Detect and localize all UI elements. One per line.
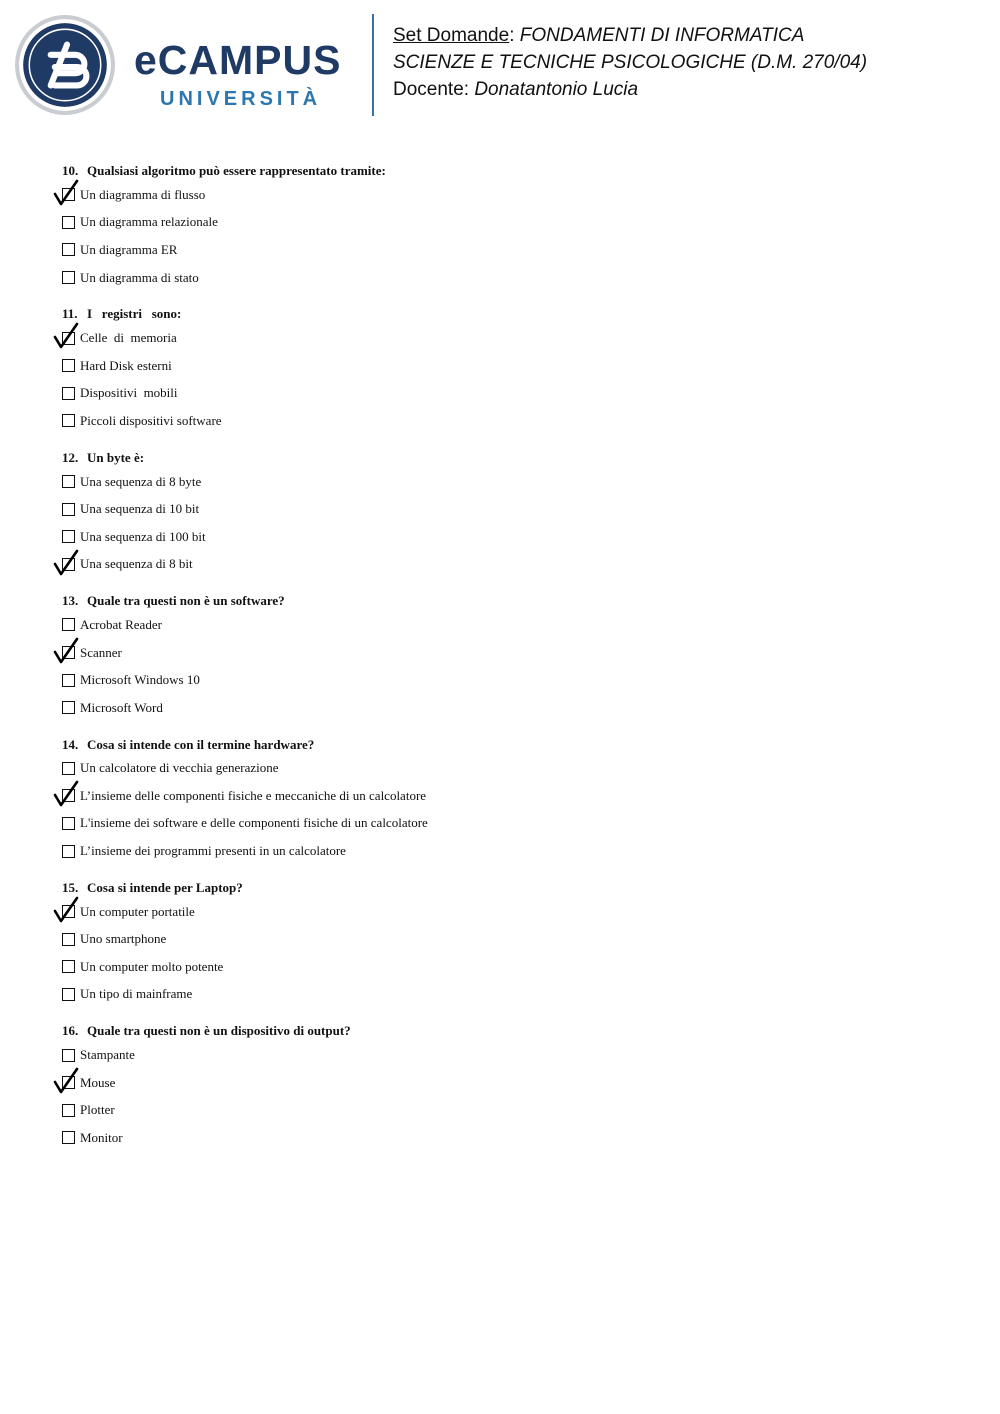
checkbox[interactable] — [62, 1076, 75, 1089]
question-text: Cosa si intende con il termine hardware? — [87, 736, 315, 752]
checkbox[interactable] — [62, 845, 75, 858]
question-number: 15. — [62, 879, 79, 895]
question-13 — [62, 590, 762, 721]
option-label: Un diagramma di flusso — [80, 186, 206, 202]
checkbox[interactable] — [62, 1131, 75, 1144]
question-text: Quale tra questi non è un software? — [87, 593, 285, 609]
option-label: Un tipo di mainframe — [80, 986, 193, 1002]
option-label: L'insieme dei software e delle componenti fisiche di un calcolatore — [80, 815, 428, 831]
answer-option[interactable] — [62, 324, 762, 352]
question-number: 14. — [62, 736, 79, 752]
teacher-label: Docente: — [393, 79, 475, 100]
answer-option[interactable] — [62, 1124, 762, 1152]
question-title — [62, 447, 762, 468]
option-label: L’insieme dei programmi presenti in un calcolatore — [80, 843, 346, 859]
answer-option[interactable] — [62, 782, 762, 810]
answer-option[interactable] — [62, 925, 762, 953]
checkbox[interactable] — [62, 762, 75, 775]
answer-option[interactable] — [62, 495, 762, 523]
checkbox[interactable] — [62, 701, 75, 714]
question-text: Un byte è: — [87, 449, 145, 465]
answer-option[interactable] — [62, 236, 762, 264]
checkbox[interactable] — [62, 1104, 75, 1117]
answer-option[interactable] — [62, 380, 762, 408]
question-text: I registri sono: — [87, 306, 182, 322]
option-label: Una sequenza di 8 byte — [80, 473, 202, 489]
checkbox[interactable] — [62, 503, 75, 516]
checkbox[interactable] — [62, 988, 75, 1001]
program-line — [393, 49, 867, 76]
answer-option[interactable] — [62, 264, 762, 292]
question-number: 11. — [62, 306, 78, 322]
option-label: Un diagramma relazionale — [80, 214, 218, 230]
question-15 — [62, 877, 762, 1008]
checkbox[interactable] — [62, 530, 75, 543]
checkbox[interactable] — [62, 674, 75, 687]
answer-option[interactable] — [62, 837, 762, 865]
course-name: FONDAMENTI DI INFORMATICA — [519, 25, 805, 46]
answer-option[interactable] — [62, 666, 762, 694]
option-label: Un computer portatile — [80, 903, 195, 919]
answer-option[interactable] — [62, 953, 762, 981]
answer-option[interactable] — [62, 898, 762, 926]
question-number: 12. — [62, 449, 79, 465]
checkbox[interactable] — [62, 271, 75, 284]
option-label: Una sequenza di 10 bit — [80, 501, 200, 517]
brand-subtitle: UNIVERSITÀ — [160, 88, 322, 110]
brand-name: eCAMPUS — [134, 37, 342, 83]
question-title — [62, 160, 762, 181]
answer-option[interactable] — [62, 1041, 762, 1069]
option-label: Microsoft Windows 10 — [80, 672, 200, 688]
option-label: Microsoft Word — [80, 699, 163, 715]
checkbox[interactable] — [62, 475, 75, 488]
checkbox[interactable] — [62, 960, 75, 973]
option-label: Dispositivi mobili — [80, 385, 178, 401]
header-info — [393, 22, 867, 103]
option-label: Hard Disk esterni — [80, 357, 172, 373]
question-number: 10. — [62, 163, 79, 178]
option-label: Un calcolatore di vecchia generazione — [80, 760, 279, 776]
option-label: Una sequenza di 100 bit — [80, 528, 206, 544]
question-title — [62, 734, 762, 755]
checkbox[interactable] — [62, 188, 75, 201]
option-label: Un diagramma di stato — [80, 269, 199, 285]
set-line — [393, 22, 867, 49]
set-label: Set Domande — [393, 25, 510, 46]
option-label: Celle di memoria — [80, 330, 177, 346]
answer-option[interactable] — [62, 694, 762, 722]
answer-option[interactable] — [62, 352, 762, 380]
answer-option[interactable] — [62, 181, 762, 209]
checkbox[interactable] — [62, 387, 75, 400]
option-label: Mouse — [80, 1074, 116, 1090]
question-title — [62, 590, 762, 611]
option-label: Un diagramma ER — [80, 241, 178, 257]
checkbox[interactable] — [62, 618, 75, 631]
option-label: Piccoli dispositivi software — [80, 412, 222, 428]
question-text: Cosa si intende per Laptop? — [87, 879, 243, 895]
checkbox[interactable] — [62, 558, 75, 571]
option-label: Monitor — [80, 1129, 123, 1145]
answer-option[interactable] — [62, 755, 762, 783]
answer-option[interactable] — [62, 611, 762, 639]
answer-option[interactable] — [62, 810, 762, 838]
program-name: SCIENZE E TECNICHE PSICOLOGICHE (D.M. 270/04) — [393, 52, 868, 73]
question-title — [62, 877, 762, 898]
checkbox[interactable] — [62, 414, 75, 427]
question-16 — [62, 1020, 762, 1151]
checkbox[interactable] — [62, 243, 75, 256]
answer-option[interactable] — [62, 1069, 762, 1097]
checkbox[interactable] — [62, 646, 75, 659]
option-label: Uno smartphone — [80, 931, 167, 947]
teacher-line — [393, 76, 867, 103]
answer-option[interactable] — [62, 407, 762, 435]
option-label: Stampante — [80, 1047, 135, 1063]
checkbox[interactable] — [62, 817, 75, 830]
option-label: Una sequenza di 8 bit — [80, 556, 193, 572]
option-label: Scanner — [80, 644, 122, 660]
answer-option[interactable] — [62, 551, 762, 579]
question-text: Qualsiasi algoritmo può essere rappresentato tramite: — [87, 163, 386, 178]
answer-option[interactable] — [62, 523, 762, 551]
checkbox[interactable] — [62, 216, 75, 229]
set-separator: : — [509, 25, 520, 46]
question-title — [62, 1020, 762, 1041]
question-text: Quale tra questi non è un dispositivo di output? — [87, 1023, 351, 1039]
option-label: Plotter — [80, 1102, 115, 1118]
ecampus-emblem-icon — [14, 14, 116, 116]
question-number: 13. — [62, 593, 79, 609]
answer-option[interactable] — [62, 981, 762, 1009]
checkbox[interactable] — [62, 1049, 75, 1062]
checkbox[interactable] — [62, 933, 75, 946]
question-list — [62, 160, 762, 1164]
checkbox[interactable] — [62, 789, 75, 802]
question-11 — [62, 303, 762, 434]
question-14 — [62, 734, 762, 865]
answer-option[interactable] — [62, 639, 762, 667]
header-divider — [372, 14, 374, 116]
option-label: L’insieme delle componenti fisiche e meccaniche di un calcolatore — [80, 787, 427, 803]
teacher-name: Donatantonio Lucia — [474, 79, 639, 100]
answer-option[interactable] — [62, 468, 762, 496]
checkbox[interactable] — [62, 332, 75, 345]
page-header — [0, 0, 1000, 130]
answer-option[interactable] — [62, 1096, 762, 1124]
question-title — [62, 303, 762, 324]
question-number: 16. — [62, 1023, 79, 1039]
option-label: Acrobat Reader — [80, 616, 162, 632]
checkbox[interactable] — [62, 359, 75, 372]
checkbox[interactable] — [62, 905, 75, 918]
option-label: Un computer molto potente — [80, 958, 224, 974]
question-10 — [62, 160, 762, 291]
answer-option[interactable] — [62, 209, 762, 237]
question-12 — [62, 447, 762, 578]
